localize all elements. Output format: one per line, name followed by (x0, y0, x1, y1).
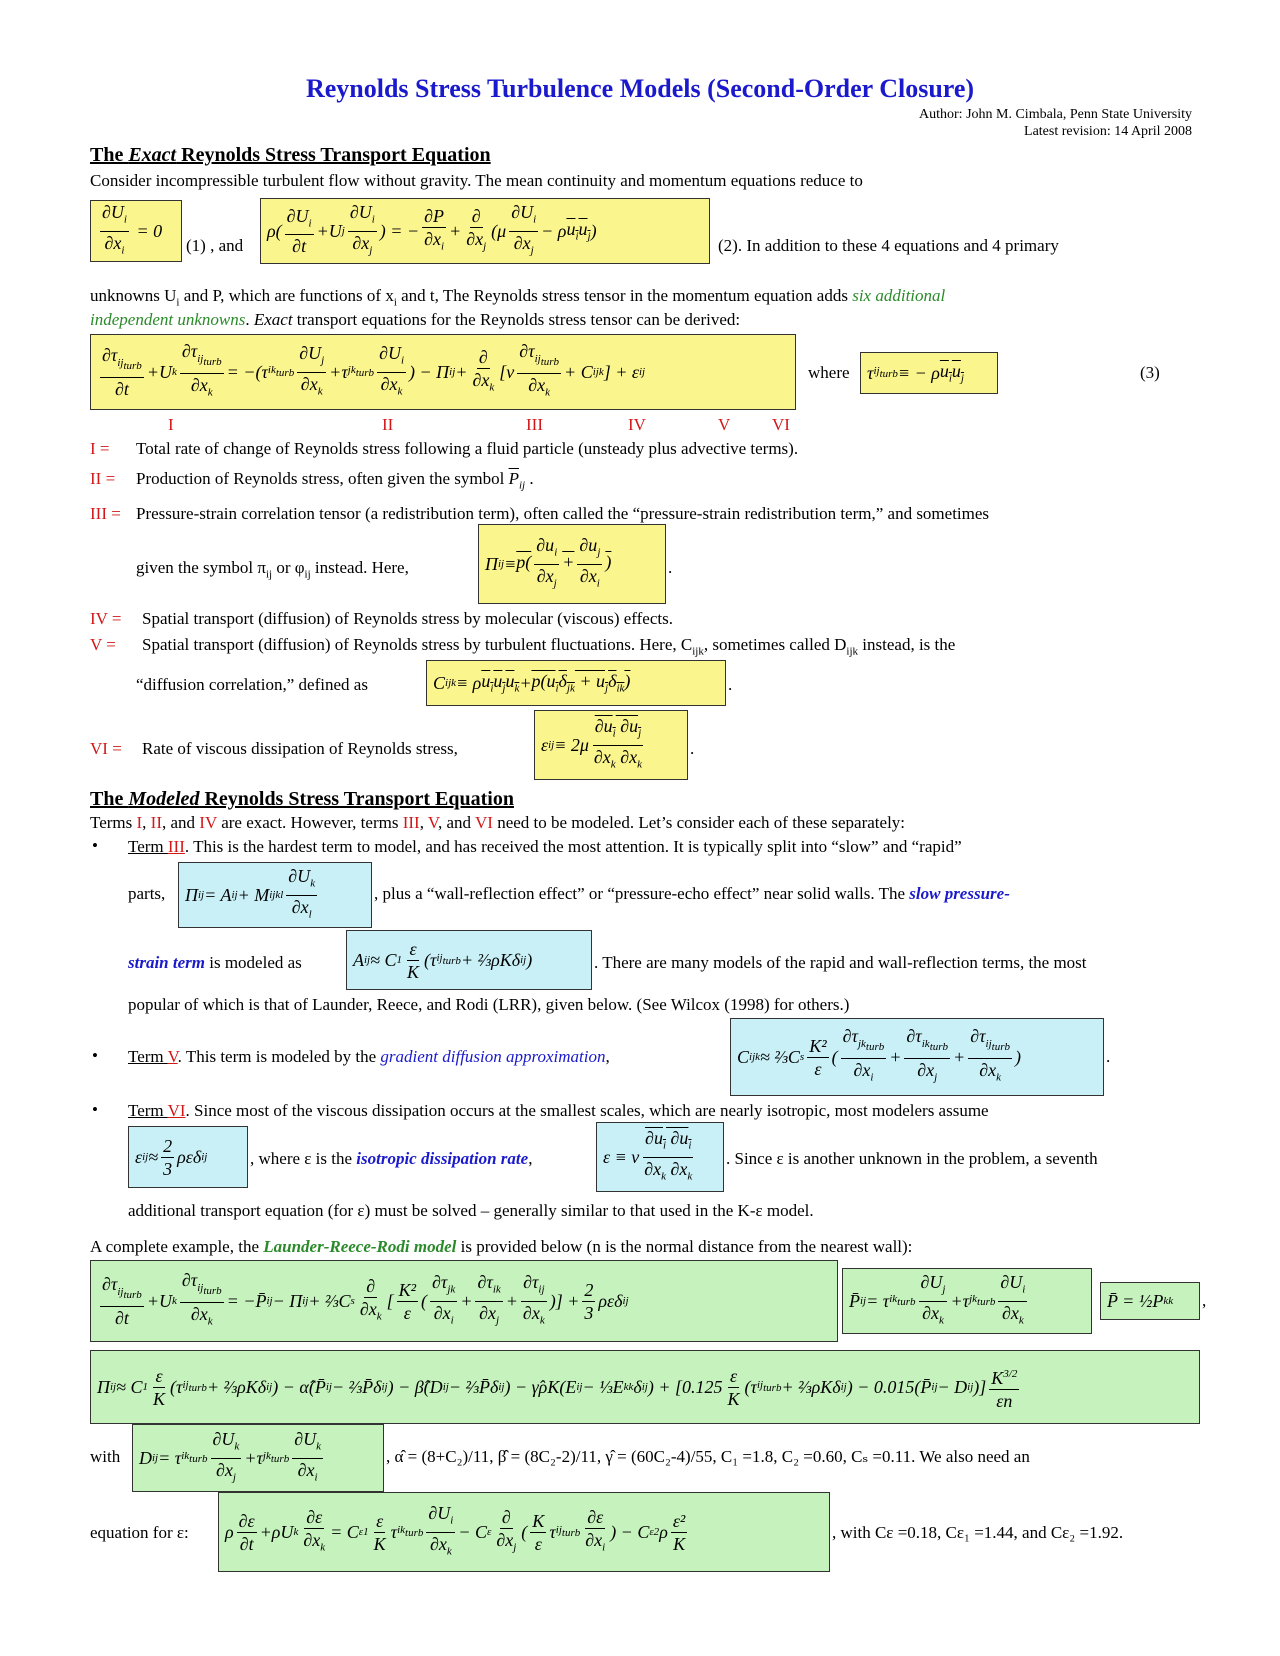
def-II-label: II = (90, 469, 116, 488)
def-VI-text: Rate of viscous dissipation of Reynolds stress, (142, 739, 458, 758)
d-tensor-definition: D ij = τ $ik_{turb}$ $\frac{\partial U_k}{\partial x_j}$ +τ $jk_{turb}$ $\frac{\partial U_k}{\partial x_i}$ (132, 1424, 384, 1492)
term-V-text: Term V. This term is modeled by the gradient diffusion approximation, (128, 1047, 610, 1066)
epsilon-definition: ε ≡ ν $\frac{\partial u_i \partial u_i}{\partial x_k \partial x_k}$ (596, 1122, 724, 1192)
term-III-popular: popular of which is that of Launder, Reece, and Rodi (LRR), given below. (See Wilcox (1998) for others.) (128, 995, 850, 1014)
def-III-text: Pressure-strain correlation tensor (a redistribution term), often called the “pressure-strain redistribution term,” and sometimes (136, 504, 990, 523)
epsilon-constants: , with Cε =0.18, Cε₁ =1.44, and Cε₂ =1.92. (832, 1523, 1124, 1542)
roman-I: I (168, 415, 174, 434)
continuity-equation: $\frac{\partial U_i}{\partial x_i}$ = 0 (90, 200, 182, 262)
tau-turb-definition: τ $ij_{turb}$ ≡ − ρ $u_iu_j$ (860, 352, 998, 394)
derived-line: independent unknowns. Exact transport equations for the Reynolds stress tensor can be derived: (90, 310, 741, 329)
lrr-transport-equation: $\frac{\partial\tau_{ij_{turb}}}{\partial t}$ +U k $\frac{\partial\tau_{ij_{turb}}}{\partial x_k}$ = −P̄ ij − Π ij + ⅔C s $\frac{\partial}{\partial x_k}$ [ $\frac{\text{K²}}{\varepsilon}$ ( $\frac{\partial\tau_{jk}}{\partial x_i}$ + $\frac{\partial\tau_{ik}}{\partial x_j}$ + $\frac{\partial\tau_{ij}}{\partial x_k}$ )] + $\frac{2}{3}$ ρεδ ij (90, 1260, 838, 1342)
eq2-label: (2). In addition to these 4 equations and 4 primary (718, 236, 1059, 255)
document-title: Reynolds Stress Turbulence Models (Second-Order Closure) (305, 74, 975, 103)
where-label: where (808, 363, 850, 382)
def-III-symbol-text: given the symbol $\pi_{ij}$ or $\varphi_{ij}$ instead. Here, (136, 558, 409, 581)
def-III-label: III = (90, 504, 121, 523)
dissipation-definition: ε ij ≡ 2μ $\frac{\partial u_i \partial u_j}{\partial x_k \partial x_k}$ (534, 710, 688, 780)
lrr-example-intro: A complete example, the Launder-Reece-Rodi model is provided below (n is the normal distance from the nearest wall): (90, 1237, 913, 1256)
slow-pressure-strain-model: A ij ≈ C 1 $\frac{\varepsilon}{K}$ (τ $ij_{turb}$ + ⅔ρKδ ij ) (346, 930, 592, 990)
def-V-label: V = (90, 635, 116, 654)
def-V-diffusion-text: “diffusion correlation,” defined as (136, 675, 368, 694)
bullet-term-III: • (92, 836, 98, 855)
author-line: Author: John M. Cimbala, Penn State University (919, 107, 1192, 122)
roman-II: II (382, 415, 394, 434)
def-II-text: Production of Reynolds stress, often given the symbol $\overline{P}_{ij}$ . (136, 469, 534, 492)
epsilon-equation-label: equation for ε: (90, 1523, 189, 1542)
term-III-parts: parts, (128, 884, 166, 903)
model-constants: , α̂ = (8+C₂)/11, β̂ = (8C₂-2)/11, γ̂ = (60C₂-4)/55, C₁ =1.8, C₂ =0.60, Cₛ =0.11. We also need an (386, 1447, 1030, 1466)
with-label: with (90, 1447, 121, 1466)
isotropic-dissipation-model: ε ij ≈ $\frac{2}{3}$ ρεδ ij (128, 1126, 248, 1188)
term-III-wall: , plus a “wall-reflection effect” or “pressure-echo effect” near solid walls. The slow pressure- (374, 884, 1010, 903)
eq1-label: (1) , and (186, 236, 244, 255)
eq3-label: (3) (1140, 363, 1160, 382)
production-trace-definition: P̄ = ½P kk (1100, 1282, 1200, 1320)
term-VI-additional: additional transport equation (for ε) must be solved – generally similar to that used in the K-ε model. (128, 1201, 814, 1220)
intro-text: Consider incompressible turbulent flow without gravity. The mean continuity and momentum equations reduce to (90, 171, 863, 190)
roman-V: V (718, 415, 731, 434)
def-I-text: Total rate of change of Reynolds stress following a fluid particle (unsteady plus advective terms). (136, 439, 799, 458)
revision-line: Latest revision: 14 April 2008 (1024, 124, 1192, 139)
term-VI-text: Term VI. Since most of the viscous dissipation occurs at the smallest scales, which are nearly isotropic, most modelers assume (128, 1101, 989, 1120)
term-III-many: . There are many models of the rapid and wall-reflection terms, the most (594, 953, 1087, 972)
def-IV-text: Spatial transport (diffusion) of Reynolds stress by molecular (viscous) effects. (142, 609, 673, 628)
def-VI-label: VI = (90, 739, 122, 758)
document-page: Reynolds Stress Turbulence Models (Second-Order Closure) Author: John M. Cimbala, Penn State University Latest revision: 14 April 2008 The Exact Reynolds Stress Transport Equation Consider incompressible turbulent flow without gravity. The mean continuity and momentum equations reduce to $\frac{\partial U_i}{\partial x_i}$ = 0 (1) , and ρ( $\frac{\partial U_i}{\partial t}$ +U j $\frac{\partial U_i}{\partial x_j}$ ) = − $\frac{\partial P}{\partial x_i}$ + $\frac{\partial}{\partial x_j}$ (μ $\frac{\partial U_i}{\partial x_j}$ − ρ $u_iu_j$ ) (2). In addition to these 4 equations and 4 primary unknowns $U_i$ and P, which are functions of $x_i$ and t, The Reynolds stress tensor in the momentum equation adds six additional independent unknowns. Exact transport equations for the Reynolds stress tensor can be derived: $\frac{\partial\tau_{ij_{turb}}}{\partial t}$ +U k $\frac{\partial\tau_{ij_{turb}}}{\partial x_k}$ = −(τ $ik_{turb}$ $\frac{\partial U_j}{\partial x_k}$ +τ $jk_{turb}$ $\frac{\partial U_i}{\partial x_k}$ ) − Π ij + $\frac{\partial}{\partial x_k}$ [ν $\frac{\partial\tau_{ij_{turb}}}{\partial x_k}$ + C ijk ] + ε ij where τ $ij_{turb}$ ≡ − ρ $u_iu_j$ (3) I II III IV V VI I = Total rate of change of Reynolds stress following a fluid particle (unsteady plus advective terms). II = Production of Reynolds stress, often given the symbol $\overline{P}_{ij}$ . III = Pressure-strain correlation tensor (a redistribution term), often called the “pressure-strain redistribution term,” and sometimes given the symbol $\pi_{ij}$ or $\varphi_{ij}$ instead. Here, Π ij ≡ p( $\frac{\partial u_i}{\partial x_j}$ + $\frac{\partial u_j}{\partial x_i}$ ) . IV = Spatial transport (diffusion) of Reynolds stress by molecular (viscous) effects. V = Spatial transport (diffusion) of Reynolds stress by turbulent fluctuations. Here, $C_{ijk}$, sometimes called $D_{ijk}$ instead, is the “diffusion correlation,” defined as C ijk ≡ ρ $u_iu_ju_k$ + $p(u_i\delta_{jk} + u_j\delta_{ik})$ . VI = Rate of viscous dissipation of Reynolds stress, ε ij ≡ 2μ $\frac{\partial u_i \partial u_j}{\partial x_k \partial x_k}$ . The Modeled Reynolds Stress Transport Equation Terms I, II, and IV are exact. However, terms III, V, and VI need to be modeled. Let’s consider each of these separately: • Term III. This is the hardest term to model, and has received the most attention. It is typically split into “slow” and “rapid” parts, Π ij = A ij + M ijkl $\frac{\partial U_k}{\partial x_l}$ , plus a “wall-reflection effect” or “pressure-echo effect” near solid walls. The slow pressure- strain term is modeled as A ij ≈ C 1 $\frac{\varepsilon}{K}$ (τ $ij_{turb}$ + ⅔ρKδ ij ) . There are many models of the rapid and wall-reflection terms, the most popular of which is that of Launder, Reece, and Rodi (LRR), given below. (See Wilcox (1998) for others.) • Term V. This term is modeled by the gradient diffusion approximation, C ijk ≈ ⅔C s $\frac{\text{K²}}{\varepsilon}$ ( $\frac{\partial\tau_{jk_{turb}}}{\partial x_i}$ + $\frac{\partial\tau_{ik_{turb}}}{\partial x_j}$ + $\frac{\partial\tau_{ij_{turb}}}{\partial x_k}$ ) . • Term VI. Since most of the viscous dissipation occurs at the smallest scales, which are nearly isotropic, most modelers assume ε ij ≈ $\frac{2}{3}$ ρεδ ij , where ε is the isotropic dissipation rate, ε ≡ ν $\frac{\partial u_i \partial u_i}{\partial x_k \partial x_k}$ . Since ε is another unknown in the problem, a seventh additional transport equation (for ε) must be solved – generally similar to that used in the K-ε model. A complete example, the Launder-Reece-Rodi model is provided below (n is the normal distance from the nearest wall): $\frac{\partial\tau_{ij_{turb}}}{\partial t}$ +U k $\frac{\partial\tau_{ij_{turb}}}{\partial x_k}$ = −P̄ ij − Π ij + ⅔C s $\frac{\partial}{\partial x_k}$ [ $\frac{\text{K²}}{\varepsilon}$ ( $\frac{\partial\tau_{jk}}{\partial x_i}$ + $\frac{\partial\tau_{ik}}{\partial x_j}$ + $\frac{\partial\tau_{ij}}{\partial x_k}$ )] + $\frac{2}{3}$ ρεδ ij P̄ ij = τ $ik_{turb}$ $\frac{\partial U_j}{\partial x_k}$ +τ $jk_{turb}$ $\frac{\partial U_i}{\partial x_k}$ P̄ = ½P kk , Π ij ≈ C 1 $\frac{\varepsilon}{K}$ (τ $ij_{turb}$ + ⅔ρKδ ij ) − α̂(P̄ ij − ⅔P̄δ ij ) − β̂(D ij − ⅔P̄δ ij ) − γ̂ρK(E ij − ⅓E kk δ ij ) + [0.125 $\frac{\varepsilon}{K}$ (τ $ij_{turb}$ + ⅔ρKδ ij ) − 0.015(P̄ ij − D ij )] $\frac{K^{3/2}}{\varepsilon n}$ with D ij = τ $ik_{turb}$ $\frac{\partial U_k}{\partial x_j}$ +τ $jk_{turb}$ $\frac{\partial U_k}{\partial x_i}$ , α̂ = (8+C₂)/11, β̂ = (8C₂-2)/11, γ̂ = (60C₂-4)/55, C₁ =1.8, C₂ =0.60, Cₛ =0.11. We also need an equation for ε: ρ $\frac{\partial\varepsilon}{\partial t}$ +ρU k $\frac{\partial\varepsilon}{\partial x_k}$ = C ε1 $\frac{\varepsilon}{K}$ τ $ik_{turb}$ $\frac{\partial U_i}{\partial x_k}$ − C ε $\frac{\partial}{\partial x_j}$ ( $\frac{K}{\varepsilon}$ τ $ij_{turb}$ $\frac{\partial\varepsilon}{\partial x_i}$ ) − C ε2 ρ $\frac{\text{ε²}}{K}$ , with Cε =0.18, Cε₁ =1.44, and Cε₂ =1.92. (0, 0, 1280, 1656)
pressure-strain-definition: Π ij ≡ p( $\frac{\partial u_i}{\partial x_j}$ + $\frac{\partial u_j}{\partial x_i}$ ) (478, 524, 666, 604)
term-VI-where: , where ε is the isotropic dissipation rate, (250, 1149, 533, 1168)
def-V-text: Spatial transport (diffusion) of Reynolds stress by turbulent fluctuations. Here, $C_{ijk}$, sometimes called $D_{ijk}$ instead, is the (142, 635, 956, 658)
gradient-diffusion-model: C ijk ≈ ⅔C s $\frac{\text{K²}}{\varepsilon}$ ( $\frac{\partial\tau_{jk_{turb}}}{\partial x_i}$ + $\frac{\partial\tau_{ik_{turb}}}{\partial x_j}$ + $\frac{\partial\tau_{ij_{turb}}}{\partial x_k}$ ) (730, 1018, 1104, 1096)
diffusion-correlation-definition: C ijk ≡ ρ $u_iu_ju_k$ + $p(u_i\delta_{jk} + u_j\delta_{ik})$ (426, 660, 726, 706)
term-VI-since: . Since ε is another unknown in the problem, a seventh (726, 1149, 1098, 1168)
def-IV-label: IV = (90, 609, 122, 628)
roman-IV: IV (628, 415, 646, 434)
lrr-pressure-strain-model: Π ij ≈ C 1 $\frac{\varepsilon}{K}$ (τ $ij_{turb}$ + ⅔ρKδ ij ) − α̂(P̄ ij − ⅔P̄δ ij ) − β̂(D ij − ⅔P̄δ ij ) − γ̂ρK(E ij − ⅓E kk δ ij ) + [0.125 $\frac{\varepsilon}{K}$ (τ $ij_{turb}$ + ⅔ρKδ ij ) − 0.015(P̄ ij − D ij )] $\frac{K^{3/2}}{\varepsilon n}$ (90, 1350, 1200, 1424)
unknowns-line: unknowns $U_i$ and P, which are functions of $x_i$ and t, The Reynolds stress tensor in the momentum equation adds six additional (90, 286, 946, 309)
momentum-equation: ρ( $\frac{\partial U_i}{\partial t}$ +U j $\frac{\partial U_i}{\partial x_j}$ ) = − $\frac{\partial P}{\partial x_i}$ + $\frac{\partial}{\partial x_j}$ (μ $\frac{\partial U_i}{\partial x_j}$ − ρ $u_iu_j$ ) (260, 198, 710, 264)
def-I-label: I = (90, 439, 110, 458)
production-tensor-definition: P̄ ij = τ $ik_{turb}$ $\frac{\partial U_j}{\partial x_k}$ +τ $jk_{turb}$ $\frac{\partial U_i}{\partial x_k}$ (842, 1268, 1092, 1334)
epsilon-transport-equation: ρ $\frac{\partial\varepsilon}{\partial t}$ +ρU k $\frac{\partial\varepsilon}{\partial x_k}$ = C ε1 $\frac{\varepsilon}{K}$ τ $ik_{turb}$ $\frac{\partial U_i}{\partial x_k}$ − C ε $\frac{\partial}{\partial x_j}$ ( $\frac{K}{\varepsilon}$ τ $ij_{turb}$ $\frac{\partial\varepsilon}{\partial x_i}$ ) − C ε2 ρ $\frac{\text{ε²}}{K}$ (218, 1492, 830, 1572)
roman-III: III (526, 415, 543, 434)
term-III-slow-line: strain term is modeled as (128, 953, 302, 972)
reynolds-stress-transport-equation: $\frac{\partial\tau_{ij_{turb}}}{\partial t}$ +U k $\frac{\partial\tau_{ij_{turb}}}{\partial x_k}$ = −(τ $ik_{turb}$ $\frac{\partial U_j}{\partial x_k}$ +τ $jk_{turb}$ $\frac{\partial U_i}{\partial x_k}$ ) − Π ij + $\frac{\partial}{\partial x_k}$ [ν $\frac{\partial\tau_{ij_{turb}}}{\partial x_k}$ + C ijk ] + ε ij (90, 334, 796, 410)
term-III-text: Term III. This is the hardest term to model, and has received the most attention. It is typically split into “slow” and “rapid” (128, 837, 962, 856)
roman-VI: VI (772, 415, 790, 434)
section-exact-heading: The Exact Reynolds Stress Transport Equation (90, 144, 491, 166)
bullet-term-V: • (92, 1046, 98, 1065)
section-modeled-heading: The Modeled Reynolds Stress Transport Equation (90, 788, 514, 810)
bullet-term-VI: • (92, 1100, 98, 1119)
pressure-strain-split: Π ij = A ij + M ijkl $\frac{\partial U_k}{\partial x_l}$ (178, 862, 372, 928)
terms-intro: Terms I, II, and IV are exact. However, terms III, V, and VI need to be modeled. Let’s consider each of these separately: (90, 813, 906, 832)
